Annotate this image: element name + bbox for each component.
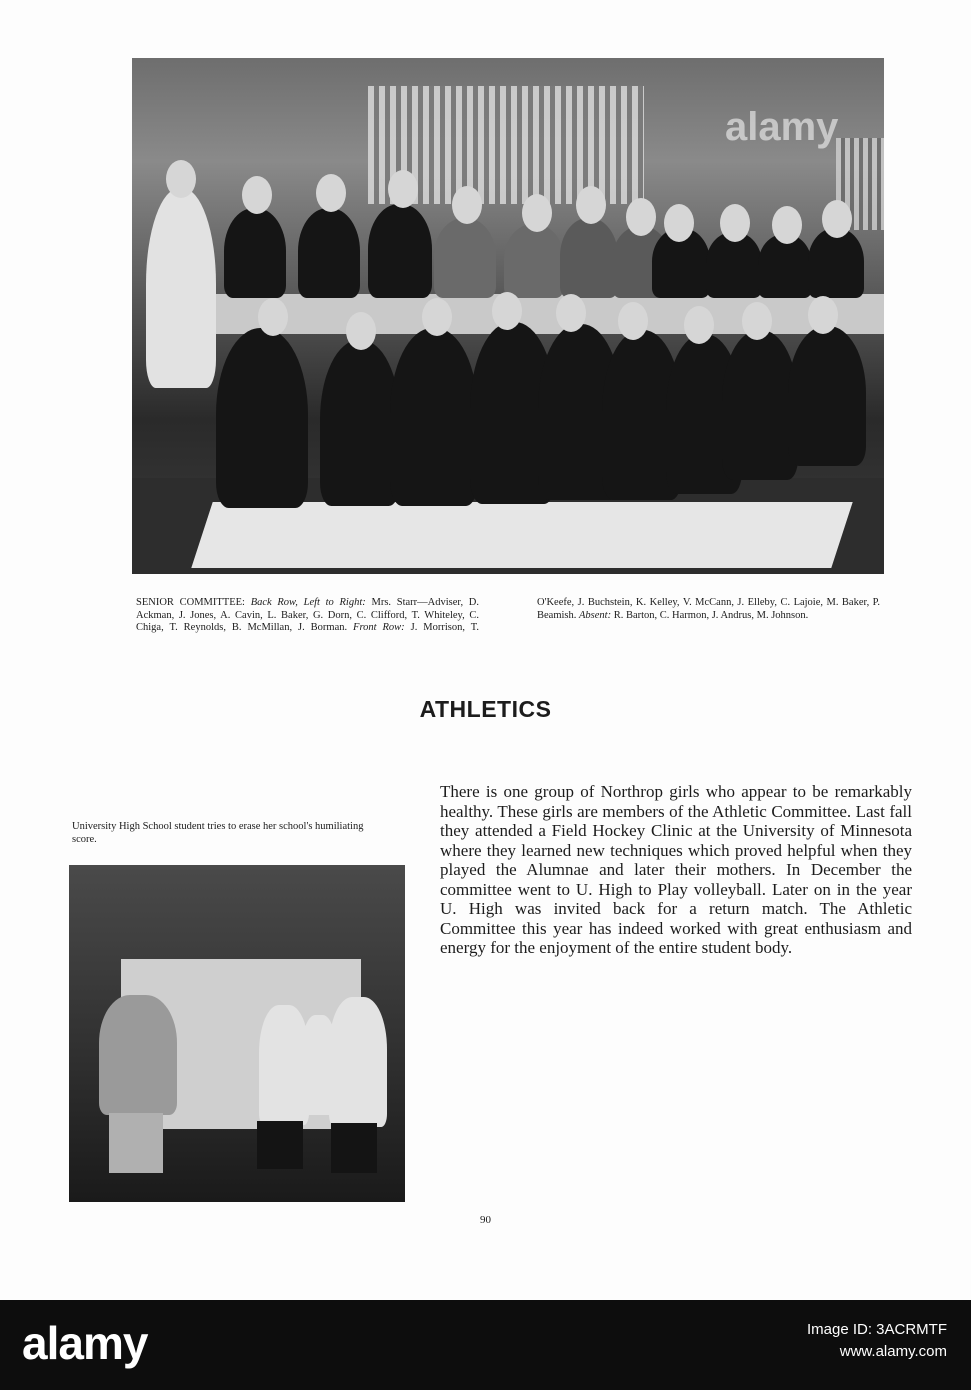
face xyxy=(556,294,586,332)
person-legs xyxy=(257,1121,303,1169)
face xyxy=(626,198,656,236)
person-figure xyxy=(146,188,216,388)
caption-absent-names: R. Barton, C. Harmon, J. Andrus, M. Johnson. xyxy=(613,609,809,621)
face xyxy=(422,298,452,336)
person-figure xyxy=(216,328,308,508)
face xyxy=(684,306,714,344)
face xyxy=(166,160,196,198)
watermark: alamy xyxy=(725,105,839,149)
face xyxy=(772,206,802,244)
stock-footer xyxy=(0,1300,971,1390)
face xyxy=(664,204,694,242)
face xyxy=(452,186,482,224)
face xyxy=(576,186,606,224)
face xyxy=(808,296,838,334)
face xyxy=(822,200,852,238)
image-info xyxy=(807,1319,947,1363)
athletics-paragraph: There is one group of Northrop girls who appear to be remarkably healthy. These girls are members of the Athletic Committee. Last fall they attended a Field Hockey Clinic at the University of Minnesota where they learned new techniques which proved helpful when they played the Alumnae and later their mothers. In December the committee went to U. High to Play volleyball. Later on in the year U. High was invited back for a return match. The Athletic Committee this year has indeed worked with great enthusiasm and energy for the enjoyment of the entire student body. xyxy=(440,782,912,957)
image-id: Image ID: 3ACRMTF xyxy=(806,1321,947,1338)
person-figure xyxy=(788,326,866,466)
person-figure xyxy=(560,218,618,298)
face xyxy=(388,170,418,208)
site-url: www.alamy.com xyxy=(839,1343,947,1360)
person-legs xyxy=(109,1113,163,1173)
volleyball-photo xyxy=(69,865,405,1202)
person-figure xyxy=(808,228,864,298)
section-heading: ATHLETICS xyxy=(419,696,552,722)
face xyxy=(242,176,272,214)
page-number: 90 xyxy=(480,1214,491,1226)
person-figure xyxy=(329,997,387,1127)
bottom-photo-caption: University High School student tries to erase her school's humiliating score. xyxy=(72,821,364,845)
face xyxy=(522,194,552,232)
face xyxy=(346,312,376,350)
person-figure xyxy=(224,208,286,298)
person-figure xyxy=(504,224,564,298)
person-figure xyxy=(320,340,400,506)
face xyxy=(618,302,648,340)
person-figure xyxy=(390,328,478,506)
face xyxy=(492,292,522,330)
caption-label: SENIOR COMMITTEE: xyxy=(136,597,245,608)
face xyxy=(258,298,288,336)
caption-back-row-label: Back Row, Left to Right: xyxy=(250,597,366,608)
person-figure xyxy=(99,995,177,1115)
caption-absent-label: Absent: xyxy=(579,609,612,621)
caption-front-row-label: Front Row: xyxy=(353,622,405,633)
person-figure xyxy=(722,330,798,480)
person-legs xyxy=(331,1123,377,1173)
alamy-logo: alamy xyxy=(22,1317,148,1369)
person-figure xyxy=(298,208,360,298)
caption-back-row-names: Mrs. Starr—Adviser, D. Ackman, J. Jones, A. Cavin, L. Baker, G. Dorn, C. Clifford, T. Whiteley, C. Chiga, T. Reynolds, B. McMillan, J. Borman. xyxy=(136,597,480,633)
gym-mat xyxy=(191,502,852,568)
person-figure xyxy=(434,218,496,298)
face xyxy=(316,174,346,212)
photo-caption xyxy=(136,597,880,635)
face xyxy=(720,204,750,242)
person-figure xyxy=(368,204,432,298)
caption-front-row-names: J. Morrison, T. O'Keefe, J. Buchstein, K. Kelley, V. McCann, J. Elleby, C. Lajoie, M. Baker, P. Beamish. xyxy=(410,597,880,633)
face xyxy=(742,302,772,340)
